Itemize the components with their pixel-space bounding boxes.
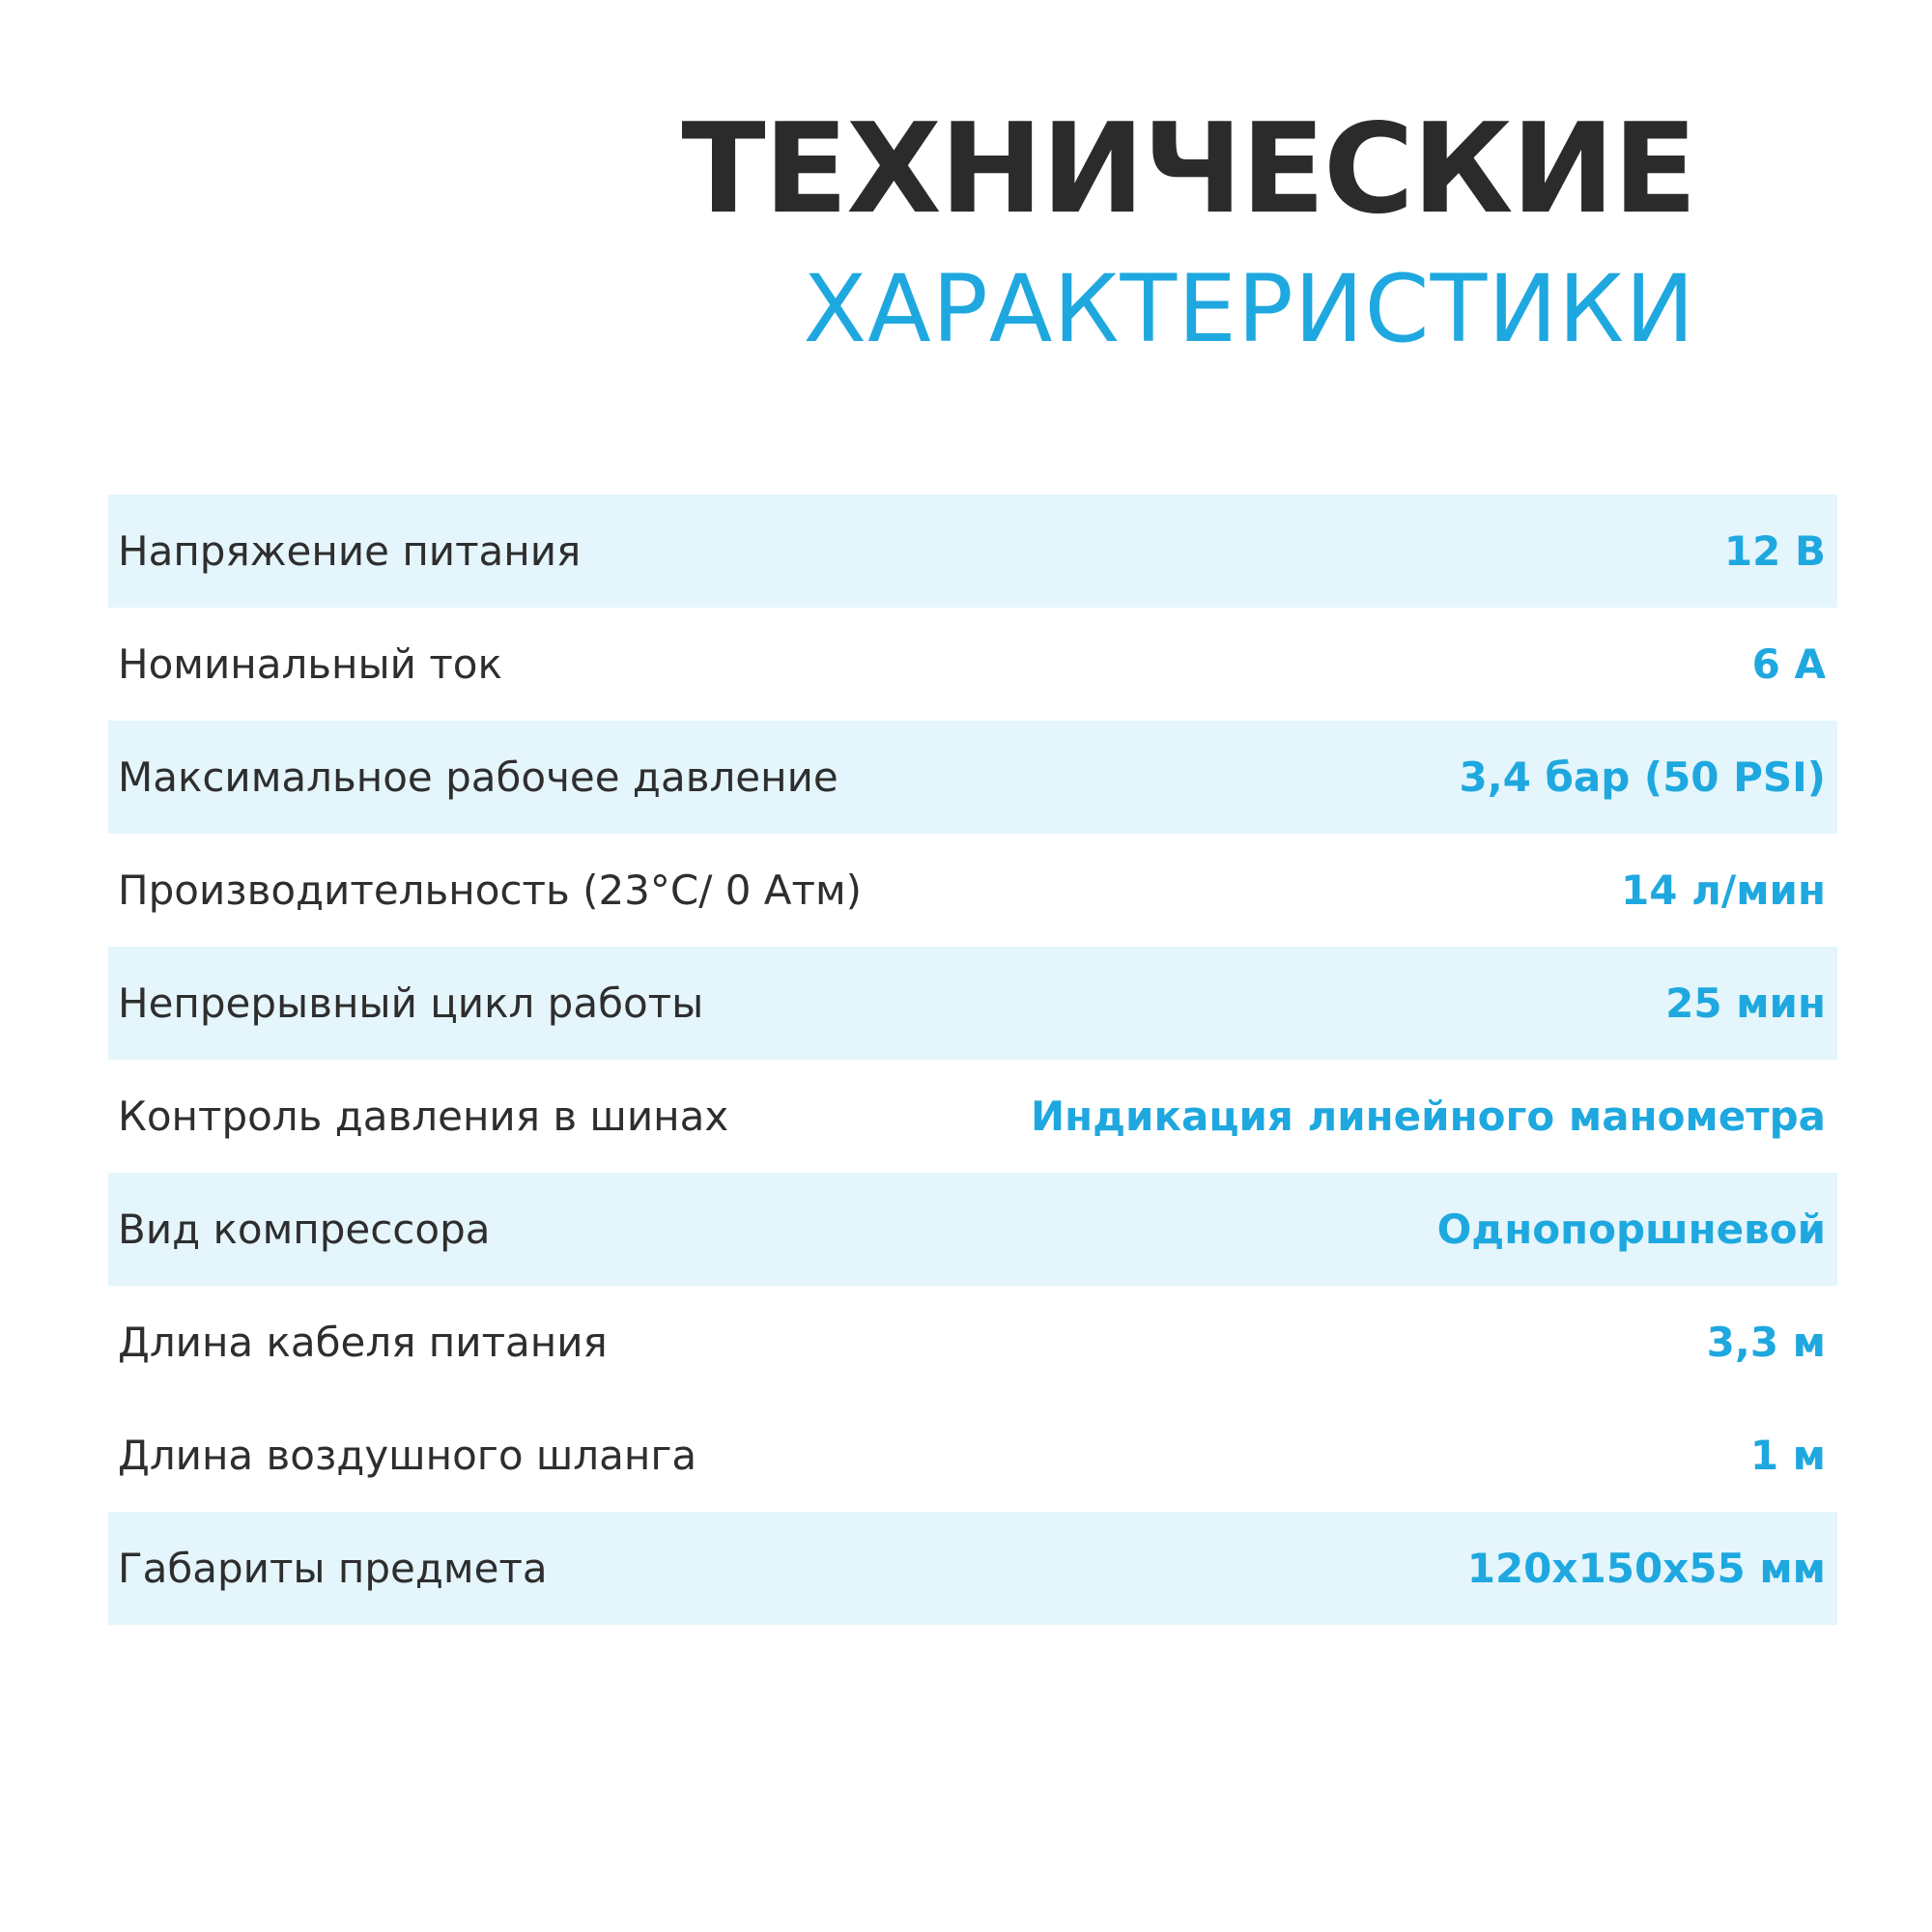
spec-row-hose-length: [108, 1399, 1837, 1512]
page-subtitle: ХАРАКТЕРИСТИКИ: [803, 255, 1695, 363]
spec-row-flow-rate: [108, 834, 1837, 947]
spec-value: 6 А: [1751, 640, 1826, 688]
spec-value: Индикация линейного манометра: [1030, 1093, 1826, 1140]
spec-value: 14 л/мин: [1621, 867, 1826, 914]
spec-label: Производительность (23°C/ 0 Атм): [118, 867, 863, 914]
spec-row-duty-cycle: [108, 947, 1837, 1060]
spec-row-pressure-control: [108, 1060, 1837, 1173]
spec-label: Длина воздушного шланга: [118, 1432, 697, 1479]
spec-row-supply-voltage: [108, 495, 1837, 608]
spec-label: Вид компрессора: [118, 1206, 491, 1253]
spec-value: 3,3 м: [1706, 1319, 1826, 1366]
spec-label: Непрерывный цикл работы: [118, 980, 704, 1027]
spec-row-rated-current: [108, 608, 1837, 721]
spec-value: Однопоршневой: [1436, 1206, 1826, 1253]
spec-row-max-pressure: [108, 721, 1837, 834]
page-title: ТЕХНИЧЕСКИЕ: [681, 98, 1695, 242]
spec-value: 25 мин: [1665, 980, 1826, 1027]
spec-label: Контроль давления в шинах: [118, 1093, 729, 1140]
spec-value: 3,4 бар (50 PSI): [1459, 753, 1826, 801]
spec-label: Номинальный ток: [118, 640, 502, 688]
spec-label: Напряжение питания: [118, 527, 582, 575]
spec-label: Максимальное рабочее давление: [118, 753, 838, 801]
spec-row-dimensions: [108, 1512, 1837, 1625]
spec-table: [108, 495, 1837, 1625]
spec-value: 1 м: [1749, 1432, 1826, 1479]
spec-value: 120x150x55 мм: [1466, 1545, 1826, 1592]
spec-row-compressor-type: [108, 1173, 1837, 1286]
spec-value: 12 В: [1723, 527, 1826, 575]
spec-row-cable-length: [108, 1286, 1837, 1399]
spec-label: Длина кабеля питания: [118, 1319, 608, 1366]
spec-label: Габариты предмета: [118, 1545, 548, 1592]
